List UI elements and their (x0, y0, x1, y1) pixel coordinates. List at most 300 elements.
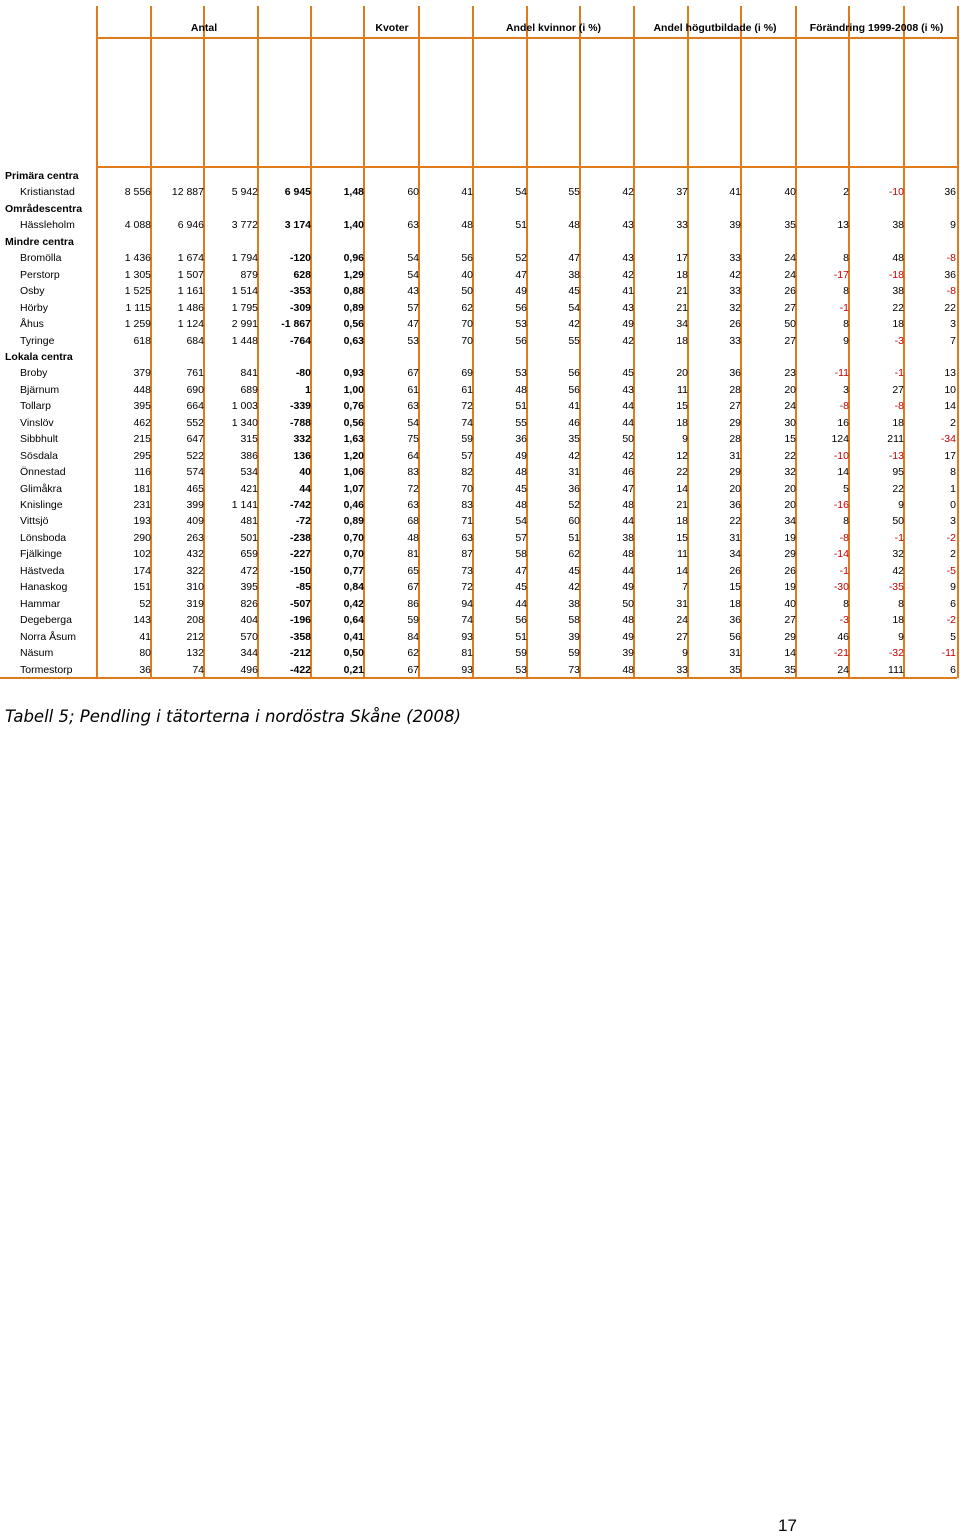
table-cell: 628 (293, 268, 311, 281)
group-header: Andel kvinnor (i %) (505, 22, 602, 34)
table-cell: 1,63 (343, 433, 364, 446)
table-cell: 48 (515, 499, 527, 511)
table-cell: 1 161 (177, 285, 204, 298)
section-title: Mindre centra (5, 235, 74, 248)
group-header: Kvoter (375, 22, 409, 34)
table-cell: 39 (568, 630, 580, 643)
table-cell: 58 (515, 548, 527, 561)
table-cell: -788 (289, 416, 311, 429)
table-cell: 3 (950, 318, 956, 331)
table-row (0, 333, 960, 349)
table-cell: -11 (941, 647, 956, 660)
table-cell: 8 (843, 285, 849, 298)
table-cell: 0,93 (343, 367, 364, 380)
table-cell: 47 (407, 318, 419, 331)
table-cell: 34 (676, 318, 688, 331)
table-cell: 1 (950, 482, 956, 495)
table-cell: 42 (568, 449, 580, 462)
table-cell: 47 (515, 268, 527, 281)
table-cell: -72 (295, 515, 311, 528)
table-cell: 47 (515, 564, 527, 577)
table-cell: -2 (946, 531, 956, 544)
table-row (0, 398, 960, 414)
table-cell: 65 (407, 564, 419, 577)
table-cell: 2 991 (231, 318, 258, 331)
table-cell: 761 (186, 367, 204, 380)
table-row (0, 217, 960, 233)
table-cell: 3 (950, 515, 956, 528)
table-cell: 8 (950, 466, 956, 479)
table-cell: 0,46 (343, 499, 364, 511)
table-cell: 49 (515, 285, 527, 298)
table-cell: 72 (461, 581, 473, 594)
table-cell: 664 (186, 400, 204, 413)
table-cell: 21 (676, 301, 688, 314)
table-cell: 14 (676, 564, 688, 577)
table-cell: 409 (186, 515, 204, 528)
table-cell: 26 (729, 318, 741, 331)
table-cell: 4 088 (124, 219, 151, 232)
table-cell: 24 (784, 252, 796, 265)
row-name: Degeberga (20, 614, 72, 627)
table-cell: 5 (950, 630, 956, 643)
table-cell: 64 (407, 449, 419, 462)
table-cell: 1 340 (231, 416, 258, 429)
table-cell: 0,50 (343, 647, 364, 660)
table-cell: 690 (186, 383, 204, 396)
table-cell: 61 (407, 383, 419, 396)
table-cell: 41 (139, 630, 151, 643)
table-cell: 659 (240, 548, 258, 561)
table-cell: 34 (729, 548, 741, 561)
table-cell: 1,40 (343, 219, 364, 232)
table-cell: -358 (289, 630, 311, 643)
table-row (0, 283, 960, 299)
table-cell: 70 (461, 482, 473, 495)
table-cell: 24 (784, 400, 796, 413)
table-cell: 8 (898, 597, 904, 610)
table-cell: 448 (133, 383, 151, 396)
table-cell: -742 (289, 499, 311, 511)
table-cell: 39 (729, 219, 741, 232)
table-row (0, 250, 960, 266)
table-cell: 8 (843, 597, 849, 610)
table-cell: 181 (133, 482, 151, 495)
table-cell: 0 (950, 499, 956, 511)
table-cell: 0,70 (343, 531, 364, 544)
table-cell: 38 (568, 268, 580, 281)
table-cell: 36 (729, 367, 741, 380)
table-cell: 57 (515, 531, 527, 544)
table-cell: 124 (831, 433, 849, 446)
table-cell: 35 (729, 663, 741, 676)
table-cell: -8 (894, 400, 904, 413)
table-cell: 42 (622, 334, 634, 347)
table-cell: 82 (461, 466, 473, 479)
table-cell: 41 (568, 400, 580, 413)
table-cell: 50 (784, 318, 796, 331)
table-cell: 552 (186, 416, 204, 429)
table-cell: 36 (944, 186, 956, 199)
table-cell: 36 (729, 499, 741, 511)
table-cell: 1 259 (124, 318, 151, 331)
table-cell: 42 (622, 186, 634, 199)
table-cell: 47 (622, 482, 634, 495)
table-cell: 10 (944, 383, 956, 396)
table-cell: 35 (568, 433, 580, 446)
table-cell: 399 (186, 499, 204, 511)
table-cell: 54 (407, 416, 419, 429)
table-row (0, 497, 960, 513)
row-name: Perstorp (20, 268, 60, 281)
table-cell: 116 (134, 466, 151, 479)
table-cell: 74 (461, 614, 473, 627)
table-cell: 212 (186, 630, 204, 643)
table-cell: 0,96 (343, 252, 364, 265)
table-cell: 215 (133, 433, 151, 446)
row-name: Hörby (20, 301, 49, 314)
table-cell: 1,29 (343, 268, 364, 281)
section-title: Primära centra (5, 170, 79, 182)
table-cell: 45 (515, 482, 527, 495)
table-cell: 35 (784, 219, 796, 232)
table-cell: 12 (676, 449, 688, 462)
table-cell: 54 (568, 301, 580, 314)
table-cell: 37 (676, 186, 688, 199)
table-cell: 0,76 (343, 400, 364, 413)
table-cell: 1,06 (343, 466, 364, 479)
table-cell: 20 (784, 482, 796, 495)
row-name: Hästveda (20, 564, 65, 577)
table-cell: 54 (515, 515, 527, 528)
section-title: Lokala centra (5, 350, 73, 363)
table-cell: 22 (892, 482, 904, 495)
table-cell: 570 (240, 630, 258, 643)
table-cell: 231 (133, 499, 151, 511)
table-cell: 80 (139, 647, 151, 660)
table-cell: 3 174 (284, 219, 311, 232)
table-cell: 29 (729, 466, 741, 479)
table-cell: 36 (139, 663, 151, 676)
row-name: Vinslöv (20, 416, 54, 429)
table-cell: -8 (839, 400, 849, 413)
table-cell: 71 (461, 515, 473, 528)
table-cell: 421 (240, 482, 258, 495)
table-cell: -309 (289, 301, 311, 314)
table-cell: 44 (515, 597, 527, 610)
table-cell: -32 (888, 647, 904, 660)
table-cell: 20 (729, 482, 741, 495)
table-cell: 1 486 (177, 301, 204, 314)
row-name: Norra Åsum (20, 630, 77, 643)
table-cell: 1 507 (177, 268, 204, 281)
table-cell: 15 (729, 581, 741, 594)
table-cell: 61 (461, 383, 473, 396)
row-name: Broby (20, 367, 48, 380)
table-cell: 83 (461, 499, 473, 511)
table-cell: -16 (833, 499, 849, 511)
table-cell: 63 (407, 499, 419, 511)
table-cell: 18 (729, 597, 741, 610)
table-cell: -1 (839, 564, 849, 577)
table-cell: 20 (784, 383, 796, 396)
table-cell: 13 (944, 367, 956, 380)
row-name: Sibbhult (20, 433, 58, 446)
table-cell: 6 945 (284, 186, 311, 199)
table-cell: 8 (843, 515, 849, 528)
table-cell: 1 (305, 383, 311, 396)
row-name: Osby (20, 285, 45, 298)
table-cell: 62 (461, 301, 473, 314)
table-cell: 22 (892, 301, 904, 314)
table-cell: 28 (729, 383, 741, 396)
table-cell: 42 (729, 268, 741, 281)
table-cell: 56 (461, 252, 473, 265)
table-cell: 95 (892, 466, 904, 479)
table-cell: 534 (240, 466, 258, 479)
table-cell: -196 (289, 614, 311, 627)
table-cell: 386 (240, 449, 258, 462)
table-cell: 1 674 (177, 252, 204, 265)
table-cell: 57 (407, 301, 419, 314)
table-cell: 63 (407, 400, 419, 413)
table-cell: -13 (888, 449, 904, 462)
table-cell: 22 (944, 301, 956, 314)
table-cell: 16 (837, 416, 849, 429)
table-cell: 68 (407, 515, 419, 528)
table-cell: -1 (894, 367, 904, 380)
table-cell: 31 (729, 449, 741, 462)
table-cell: 52 (515, 252, 527, 265)
table-cell: 1 305 (124, 268, 151, 281)
table-cell: 9 (898, 499, 904, 511)
table-cell: 684 (186, 334, 204, 347)
table-cell: 56 (515, 614, 527, 627)
table-cell: 40 (299, 466, 311, 479)
table-cell: 29 (784, 548, 796, 561)
table-cell: 43 (622, 219, 634, 232)
table-cell: 1 141 (231, 499, 258, 511)
table-cell: 56 (568, 367, 580, 380)
table-cell: -227 (289, 548, 311, 561)
table-cell: 59 (407, 614, 419, 627)
table-row (0, 415, 960, 431)
table-cell: -10 (888, 186, 904, 199)
table-cell: 22 (729, 515, 741, 528)
row-name: Näsum (20, 647, 54, 660)
table-row (0, 300, 960, 316)
table-cell: 322 (186, 564, 204, 577)
table-cell: 56 (515, 301, 527, 314)
table-cell: -2 (946, 614, 956, 627)
table-cell: 59 (515, 647, 527, 660)
table-cell: 143 (133, 614, 151, 627)
table-cell: 0,64 (343, 614, 364, 627)
table-cell: 46 (622, 466, 634, 479)
table-cell: 42 (568, 581, 580, 594)
table-cell: 27 (676, 630, 688, 643)
table-cell: 53 (515, 318, 527, 331)
table-row (0, 481, 960, 497)
table-row (0, 513, 960, 529)
table-cell: -34 (940, 433, 956, 446)
table-row (0, 365, 960, 381)
row-name: Vittsjö (20, 515, 49, 528)
table-cell: 9 (950, 581, 956, 594)
table-cell: 48 (568, 219, 580, 232)
table-cell: 73 (461, 564, 473, 577)
group-header: Förändring 1999-2008 (i %) (809, 22, 944, 34)
table-cell: 48 (407, 531, 419, 544)
table-cell: -85 (295, 581, 311, 594)
table-cell: 33 (729, 334, 741, 347)
table-cell: -150 (289, 564, 311, 577)
table-cell: 19 (784, 581, 796, 594)
row-name: Kristianstad (20, 186, 75, 199)
table-cell: 14 (784, 647, 796, 660)
table-cell: 15 (676, 400, 688, 413)
table-cell: 87 (461, 548, 473, 561)
table-cell: 33 (729, 252, 741, 265)
table-cell: 44 (299, 482, 311, 495)
table-cell: 2 (950, 416, 956, 429)
table-cell: 9 (682, 433, 688, 446)
table-cell: 1,20 (343, 449, 364, 462)
table-cell: 2 (950, 548, 956, 561)
table-cell: 74 (461, 416, 473, 429)
table-row (0, 382, 960, 398)
table-cell: 38 (892, 285, 904, 298)
table-cell: 18 (676, 334, 688, 347)
table-cell: 27 (784, 614, 796, 627)
table-cell: 9 (682, 647, 688, 660)
table-cell: 211 (887, 433, 904, 446)
table-cell: 1 124 (177, 318, 204, 331)
table-cell: 8 (843, 252, 849, 265)
table-cell: 0,63 (343, 334, 364, 347)
table-cell: 93 (461, 630, 473, 643)
table-cell: 43 (407, 285, 419, 298)
table-cell: 193 (133, 515, 151, 528)
table-cell: 22 (784, 449, 796, 462)
row-name: Bromölla (20, 252, 62, 265)
row-name: Tollarp (20, 400, 51, 413)
table-cell: 44 (622, 515, 634, 528)
table-row (0, 267, 960, 283)
table-cell: 46 (837, 630, 849, 643)
table-cell: 48 (515, 383, 527, 396)
table-cell: 70 (461, 318, 473, 331)
table-row (0, 662, 960, 678)
table-cell: 0,84 (343, 581, 364, 594)
table-cell: 38 (568, 597, 580, 610)
table-cell: 379 (133, 367, 151, 380)
table-cell: 31 (676, 597, 688, 610)
table-cell: 42 (892, 564, 904, 577)
table-cell: 50 (622, 433, 634, 446)
table-cell: 6 (950, 597, 956, 610)
table-cell: 1 514 (231, 285, 258, 298)
table-row (0, 316, 960, 332)
table-cell: 30 (784, 416, 796, 429)
table-cell: 1 436 (124, 252, 151, 265)
table-cell: 17 (676, 252, 688, 265)
table-cell: 14 (944, 400, 956, 413)
table-cell: 14 (837, 466, 849, 479)
table-row (0, 596, 960, 612)
table-cell: 618 (133, 334, 151, 347)
table-cell: 59 (568, 647, 580, 660)
row-name: Lönsboda (20, 531, 67, 544)
row-name: Önnestad (20, 466, 66, 479)
table-cell: -764 (289, 334, 311, 347)
table-cell: 136 (293, 449, 311, 462)
row-rule (96, 37, 957, 39)
table-cell: -238 (289, 531, 311, 544)
table-cell: 20 (784, 499, 796, 511)
table-cell: -18 (888, 268, 904, 281)
table-cell: 48 (515, 466, 527, 479)
table-cell: 42 (568, 318, 580, 331)
table-cell: 48 (622, 548, 634, 561)
table-cell: 315 (240, 433, 258, 446)
table-cell: 60 (568, 515, 580, 528)
group-header: Antal (190, 22, 218, 34)
table-cell: 50 (622, 597, 634, 610)
table-cell: 0,77 (343, 564, 364, 577)
table-cell: 462 (133, 416, 151, 429)
table-cell: 26 (784, 564, 796, 577)
section-title: Områdescentra (5, 202, 83, 215)
table-cell: 1 795 (231, 301, 258, 314)
table-cell: 62 (407, 647, 419, 660)
table-cell: 14 (676, 482, 688, 495)
table-cell: 6 946 (177, 219, 204, 232)
table-cell: -1 (839, 301, 849, 314)
table-cell: 28 (729, 433, 741, 446)
table-cell: -30 (833, 581, 849, 594)
table-cell: 69 (461, 367, 473, 380)
table-cell: -3 (839, 614, 849, 627)
table-cell: 18 (892, 614, 904, 627)
table-cell: 574 (186, 466, 204, 479)
table-cell: 51 (515, 219, 527, 232)
table-cell: 38 (892, 219, 904, 232)
table-cell: 319 (186, 597, 204, 610)
table-cell: 67 (407, 581, 419, 594)
table-cell: 290 (133, 531, 151, 544)
table-cell: 51 (568, 531, 580, 544)
table-cell: 18 (676, 515, 688, 528)
table-cell: 63 (407, 219, 419, 232)
table-cell: 32 (892, 548, 904, 561)
table-cell: 40 (784, 597, 796, 610)
table-cell: 67 (407, 663, 419, 676)
table-cell: -212 (289, 647, 311, 660)
table-cell: 689 (240, 383, 258, 396)
table-caption: Tabell 5; Pendling i tätorterna i nordöstra Skåne (2008) (5, 707, 461, 726)
table-cell: 496 (240, 663, 258, 676)
table-cell: 0,56 (343, 318, 364, 331)
table-cell: 43 (622, 252, 634, 265)
table-cell: -120 (289, 252, 311, 265)
table-cell: 0,89 (343, 301, 364, 314)
table-cell: 0,88 (343, 285, 364, 298)
table-cell: 481 (240, 515, 258, 528)
table-cell: 94 (461, 597, 473, 610)
table-cell: 52 (139, 597, 151, 610)
table-cell: 75 (407, 433, 419, 446)
